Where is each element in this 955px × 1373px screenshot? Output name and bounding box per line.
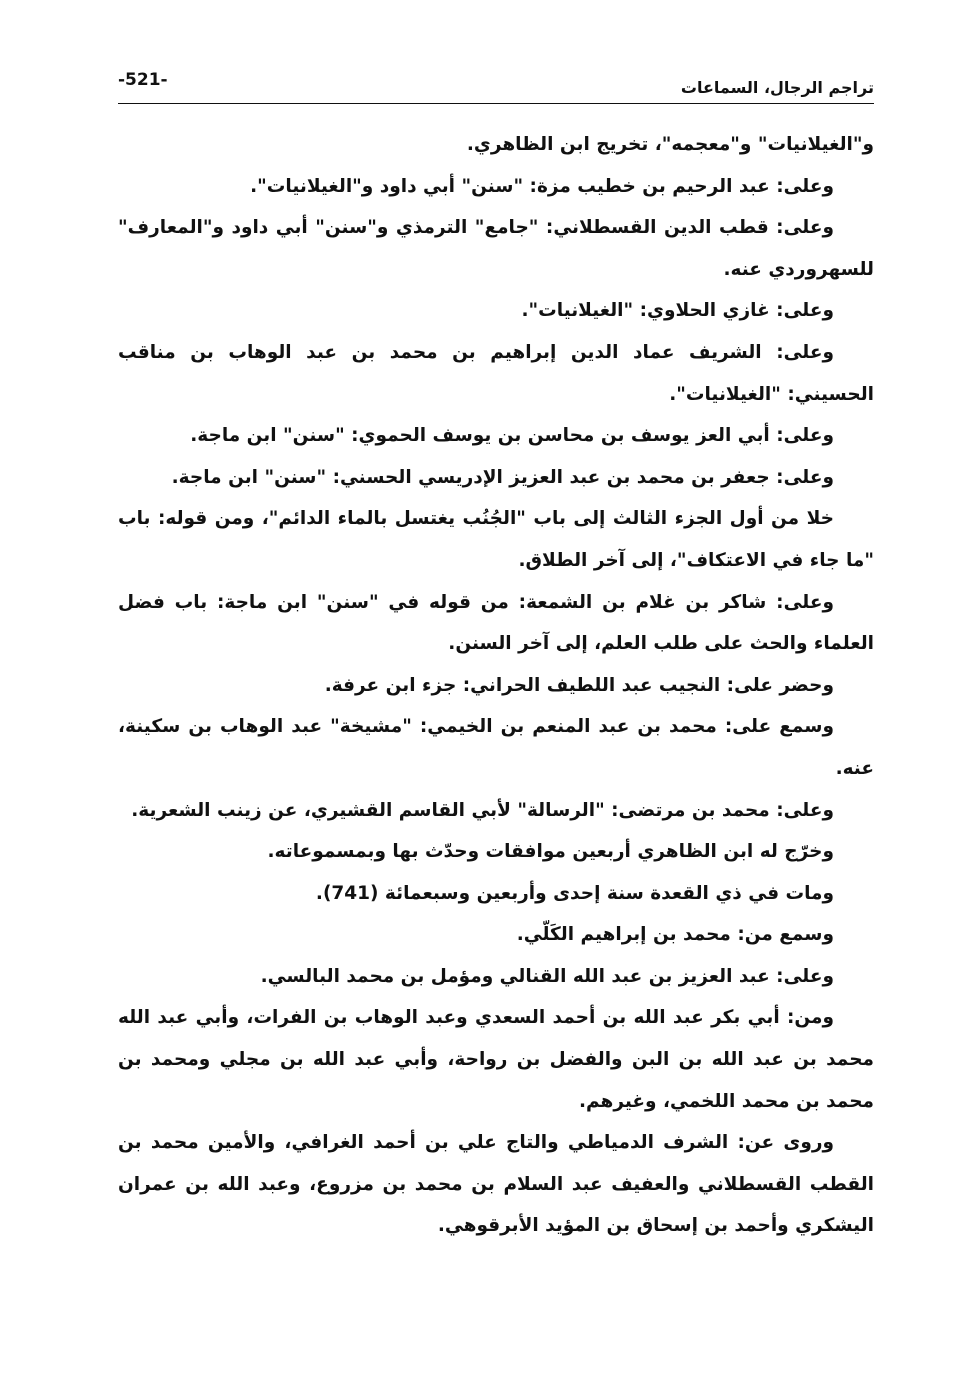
paragraph: وعلى: غازي الحلاوي: "الغيلانيات". bbox=[521, 300, 834, 322]
paragraph: وعلى: أبي العز يوسف بن محاسن بن يوسف الحموي: "سنن" ابن ماجة. bbox=[190, 425, 834, 447]
running-head bbox=[118, 68, 874, 102]
paragraph: وروى عن: الشرف الدمياطي والتاج علي بن أحمد الغرافي، والأمين محمد بن القطب القسطلاني والعفيف عبد السلام بن محمد بن مزروع، وعبد الله بن عمران اليشكري وأحمد بن إسحاق بن المؤيد الأبرقوهي. bbox=[118, 1132, 874, 1237]
paragraph: وحضر على: النجيب عبد اللطيف الحراني: جزء ابن عرفة. bbox=[324, 674, 834, 696]
paragraph: وعلى: عبد الرحيم بن خطيب مزة: "سنن" أبي داود و"الغيلانيات". bbox=[250, 175, 834, 197]
paragraph: وسمع من: محمد بن إبراهيم الكَلّي. bbox=[516, 924, 834, 946]
paragraph: وعلى: الشريف عماد الدين إبراهيم بن محمد بن عبد الوهاب بن مناقب الحسيني: "الغيلانيات". bbox=[118, 341, 874, 405]
paragraph: و"الغيلانيات" و"معجمه"، تخريج ابن الظاهري. bbox=[466, 134, 874, 155]
header-divider bbox=[118, 103, 874, 104]
paragraph: ومات في ذي القعدة سنة إحدى وأربعين وسبعمائة (741). bbox=[315, 882, 834, 904]
paragraph: ومن: أبي بكر عبد الله بن أحمد السعدي وعبد الوهاب بن الفرات، وأبي عبد الله محمد بن عبد الله بن البن والفضل بن رواحة، وأبي عبد الله بن مجلي ومحمد بن محمد بن محمد اللخمي، وغيرهم. bbox=[118, 1007, 874, 1112]
paragraph: وعلى: جعفر بن محمد بن عبد العزيز الإدريسي الحسني: "سنن" ابن ماجة. bbox=[171, 466, 834, 488]
paragraph: وعلى: شاكر بن غلام بن الشمعة: من قوله في "سنن" ابن ماجة: باب فضل العلماء والحث على طلب العلم، إلى آخر السنن. bbox=[118, 591, 874, 655]
page-number: -521- bbox=[118, 70, 168, 90]
paragraph: وخرّج له ابن الظاهري أربعين موافقات وحدّث بها وبمسموعاته. bbox=[267, 841, 834, 863]
paragraph: وعلى: محمد بن مرتضى: "الرسالة" لأبي القاسم القشيري، عن زينب الشعرية. bbox=[131, 799, 834, 821]
paragraph: وسمع على: محمد بن عبد المنعم بن الخيمي: "مشيخة" عبد الوهاب بن سكينة، عنه. bbox=[118, 716, 874, 779]
paragraph: خلا من أول الجزء الثالث إلى باب "الجُنُب يغتسل بالماء الدائم"، ومن قوله: باب "ما جاء في الاعتكاف"، إلى آخر الطلاق. bbox=[118, 508, 874, 571]
paragraph: وعلى: عبد العزيز بن عبد الله القنالي ومؤمل بن محمد البالسي. bbox=[260, 965, 834, 987]
body-text bbox=[118, 124, 874, 1247]
running-title: تراجم الرجال، السماعات bbox=[680, 78, 874, 97]
paragraph: وعلى: قطب الدين القسطلاني: "جامع" الترمذي و"سنن" أبي داود و"المعارف" للسهروردي عنه. bbox=[118, 217, 874, 280]
